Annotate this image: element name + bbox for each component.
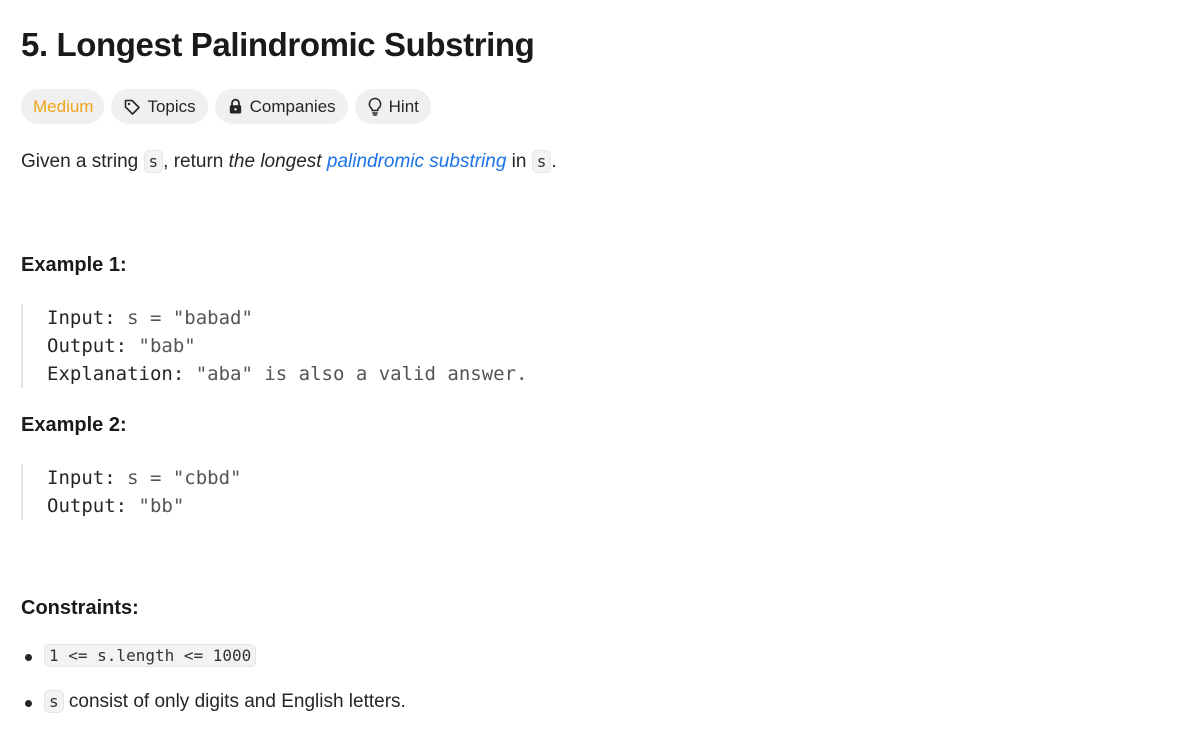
problem-title: 5. Longest Palindromic Substring bbox=[21, 26, 535, 63]
bullet bbox=[25, 700, 32, 707]
lightbulb-icon bbox=[367, 97, 383, 116]
output-label: Output: bbox=[47, 495, 128, 517]
statement-emphasis: the longest bbox=[228, 151, 327, 172]
example-explanation-line bbox=[47, 360, 527, 388]
topics-button[interactable] bbox=[111, 89, 207, 124]
tag-bar bbox=[21, 89, 431, 124]
difficulty-label: Medium bbox=[33, 96, 94, 116]
example-2-block bbox=[21, 464, 241, 520]
hint-button[interactable] bbox=[355, 89, 431, 124]
topics-label: Topics bbox=[147, 96, 196, 116]
statement-text: Given a string bbox=[21, 151, 144, 172]
inline-code: s bbox=[144, 150, 164, 173]
statement-text: in bbox=[506, 151, 532, 172]
constraint-code: 1 <= s.length <= 1000 bbox=[44, 644, 256, 667]
constraint-item bbox=[21, 688, 406, 734]
output-value: "bb" bbox=[127, 495, 185, 517]
input-label: Input: bbox=[47, 307, 116, 329]
input-label: Input: bbox=[47, 467, 116, 489]
constraint-text: consist of only digits and English letters. bbox=[63, 691, 406, 712]
inline-code: s bbox=[532, 150, 552, 173]
companies-button[interactable] bbox=[215, 89, 348, 124]
example-output-line bbox=[47, 332, 527, 360]
output-label: Output: bbox=[47, 335, 128, 357]
example-output-line bbox=[47, 492, 241, 520]
tag-icon bbox=[123, 98, 141, 116]
output-value: "bab" bbox=[127, 335, 196, 357]
palindromic-substring-link[interactable]: palindromic substring bbox=[326, 151, 507, 172]
constraints-list bbox=[21, 642, 406, 734]
constraint-item bbox=[21, 642, 406, 688]
hint-label: Hint bbox=[388, 96, 419, 116]
constraint-code: s bbox=[44, 690, 64, 713]
statement-text: . bbox=[551, 151, 557, 172]
explanation-value: "aba" is also a valid answer. bbox=[184, 363, 528, 385]
example-input-line bbox=[47, 304, 527, 332]
explanation-label: Explanation: bbox=[47, 363, 185, 385]
example-2-heading: Example 2: bbox=[21, 414, 127, 436]
example-1-heading: Example 1: bbox=[21, 254, 127, 276]
companies-label: Companies bbox=[249, 96, 336, 116]
bullet bbox=[25, 654, 32, 661]
problem-statement bbox=[21, 148, 557, 176]
lock-icon bbox=[227, 98, 244, 115]
constraints-heading: Constraints: bbox=[21, 597, 139, 619]
example-1-block bbox=[21, 304, 527, 388]
input-value: s = "cbbd" bbox=[115, 467, 242, 489]
difficulty-badge bbox=[21, 89, 104, 124]
input-value: s = "babad" bbox=[115, 307, 253, 329]
example-input-line bbox=[47, 464, 241, 492]
statement-text: , return bbox=[163, 151, 229, 172]
